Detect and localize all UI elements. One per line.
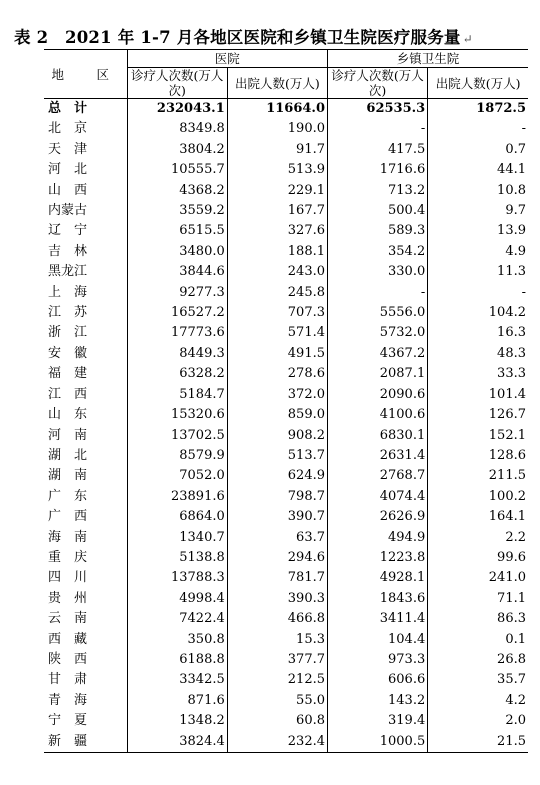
table-row <box>44 283 528 303</box>
township-discharges-cell: 101.4 <box>428 385 528 405</box>
township-discharges-cell: 0.1 <box>428 630 528 650</box>
hospital-visits-cell: 3480.0 <box>127 242 227 262</box>
township-visits-cell: 713.2 <box>328 181 428 201</box>
township-visits-cell: 4367.2 <box>328 344 428 364</box>
table-row <box>44 487 528 507</box>
township-discharges-cell: 10.8 <box>428 181 528 201</box>
row-region: 河 北 <box>48 162 88 178</box>
township-visits-cell: 319.4 <box>328 711 428 731</box>
row-region: 总 计 <box>48 101 88 116</box>
township-discharges-cell: 71.1 <box>428 589 528 609</box>
township-discharges-cell: 16.3 <box>428 323 528 343</box>
township-visits-cell: 5556.0 <box>328 303 428 323</box>
table-row <box>44 262 528 282</box>
row-region: 湖 北 <box>48 447 88 463</box>
hospital-visits-cell: 15320.6 <box>127 405 227 425</box>
table-row <box>44 528 528 548</box>
hospital-visits-cell: 13788.3 <box>127 568 227 588</box>
table-row <box>44 201 528 221</box>
row-region: 甘 肃 <box>48 672 88 688</box>
row-region: 贵 州 <box>48 590 88 606</box>
row-region: 陕 西 <box>48 651 88 667</box>
row-region: 重 庆 <box>48 549 88 565</box>
township-visits-cell: 6830.1 <box>328 426 428 446</box>
medical-service-table <box>44 49 528 753</box>
hospital-visits-header: 诊疗人次数(万人次) <box>127 68 227 99</box>
row-region: 湖 南 <box>48 468 88 484</box>
township-visits-cell: - <box>328 283 428 303</box>
row-region: 新 疆 <box>44 732 127 753</box>
table-row <box>44 732 528 753</box>
hospital-visits-cell: 6515.5 <box>127 221 227 241</box>
row-region: 江 苏 <box>48 305 88 321</box>
hospital-discharges-cell: 491.5 <box>227 344 327 364</box>
township-visits-cell: - <box>328 119 428 139</box>
township-visits-cell: 3411.4 <box>328 609 428 629</box>
table-title <box>14 24 534 48</box>
row-region: 辽 宁 <box>48 223 88 239</box>
township-discharges-cell: 26.8 <box>428 650 528 670</box>
table-row <box>44 711 528 731</box>
table-row <box>44 691 528 711</box>
hospital-visits-cell: 6328.2 <box>127 364 227 384</box>
hospital-visits-cell: 6188.8 <box>127 650 227 670</box>
township-discharges-cell: 164.1 <box>428 507 528 527</box>
hospital-visits-cell: 3824.4 <box>127 732 227 753</box>
township-visits-cell: 5732.0 <box>328 323 428 343</box>
row-region: 广 西 <box>48 509 88 525</box>
row-region: 江 西 <box>48 386 88 402</box>
hospital-discharges-cell: 571.4 <box>227 323 327 343</box>
table-row <box>44 405 528 425</box>
hospital-discharges-cell: 327.6 <box>227 221 327 241</box>
township-visits-cell: 62535.3 <box>328 99 428 120</box>
township-discharges-cell: 100.2 <box>428 487 528 507</box>
table-row <box>44 426 528 446</box>
township-discharges-cell: 152.1 <box>428 426 528 446</box>
township-visits-cell: 104.4 <box>328 630 428 650</box>
hospital-discharges-cell: 190.0 <box>227 119 327 139</box>
township-visits-cell: 2768.7 <box>328 466 428 486</box>
table-row <box>44 446 528 466</box>
township-visits-cell: 494.9 <box>328 528 428 548</box>
hospital-discharges-cell: 91.7 <box>227 140 327 160</box>
township-discharges-cell: 126.7 <box>428 405 528 425</box>
table-row <box>44 650 528 670</box>
hospital-discharges-cell: 212.5 <box>227 670 327 690</box>
hospital-discharges-cell: 390.7 <box>227 507 327 527</box>
hospital-discharges-cell: 243.0 <box>227 262 327 282</box>
table-title-text: 表 2 2021 年 1-7 月各地区医院和乡镇卫生院医疗服务量 <box>14 28 461 47</box>
township-discharges-cell: 2.0 <box>428 711 528 731</box>
hospital-visits-cell: 17773.6 <box>127 323 227 343</box>
hospital-visits-cell: 5138.8 <box>127 548 227 568</box>
hospital-visits-cell: 3804.2 <box>127 140 227 160</box>
paragraph-mark-icon: ↵ <box>462 32 473 46</box>
township-visits-cell: 4100.6 <box>328 405 428 425</box>
township-visits-cell: 606.6 <box>328 670 428 690</box>
table-row <box>44 140 528 160</box>
hospital-visits-cell: 232043.1 <box>127 99 227 120</box>
table-row <box>44 119 528 139</box>
hospital-discharges-cell: 707.3 <box>227 303 327 323</box>
row-region: 内蒙古 <box>48 203 88 219</box>
hospital-visits-cell: 3844.6 <box>127 262 227 282</box>
table-row <box>44 548 528 568</box>
hospital-discharges-cell: 167.7 <box>227 201 327 221</box>
township-visits-cell: 1223.8 <box>328 548 428 568</box>
hospital-discharges-cell: 60.8 <box>227 711 327 731</box>
hospital-discharges-cell: 908.2 <box>227 426 327 446</box>
township-discharges-cell: - <box>428 119 528 139</box>
township-visits-cell: 2087.1 <box>328 364 428 384</box>
table-row <box>44 609 528 629</box>
table-row <box>44 568 528 588</box>
hospital-discharges-cell: 188.1 <box>227 242 327 262</box>
row-region: 广 东 <box>48 488 88 504</box>
region-column-header: 地 区 <box>44 50 127 99</box>
township-discharges-cell: 1872.5 <box>428 99 528 120</box>
row-region: 山 东 <box>48 407 88 423</box>
township-visits-cell: 1000.5 <box>328 732 428 753</box>
table-row <box>44 630 528 650</box>
row-region: 山 西 <box>48 182 88 198</box>
township-discharges-cell: 99.6 <box>428 548 528 568</box>
township-discharges-cell: 44.1 <box>428 160 528 180</box>
township-visits-cell: 330.0 <box>328 262 428 282</box>
hospital-visits-cell: 3559.2 <box>127 201 227 221</box>
row-region: 吉 林 <box>48 243 88 259</box>
hospital-discharges-header: 出院人数(万人) <box>227 68 327 99</box>
hospital-visits-cell: 4998.4 <box>127 589 227 609</box>
row-region: 西 藏 <box>48 631 88 647</box>
township-discharges-cell: 4.2 <box>428 691 528 711</box>
township-visits-cell: 143.2 <box>328 691 428 711</box>
table-row <box>44 466 528 486</box>
township-visits-cell: 2090.6 <box>328 385 428 405</box>
township-discharges-cell: 33.3 <box>428 364 528 384</box>
row-region: 黑龙江 <box>48 264 88 280</box>
township-visits-cell: 500.4 <box>328 201 428 221</box>
hospital-discharges-cell: 245.8 <box>227 283 327 303</box>
township-discharges-cell: 128.6 <box>428 446 528 466</box>
hospital-discharges-cell: 294.6 <box>227 548 327 568</box>
table-row <box>44 181 528 201</box>
township-discharges-cell: 9.7 <box>428 201 528 221</box>
township-visits-cell: 4074.4 <box>328 487 428 507</box>
hospital-discharges-cell: 377.7 <box>227 650 327 670</box>
hospital-discharges-cell: 229.1 <box>227 181 327 201</box>
township-visits-cell: 973.3 <box>328 650 428 670</box>
hospital-visits-cell: 7052.0 <box>127 466 227 486</box>
table-row <box>44 385 528 405</box>
township-discharges-cell: 0.7 <box>428 140 528 160</box>
township-visits-header: 诊疗人次数(万人次) <box>328 68 428 99</box>
row-region: 安 徽 <box>48 345 88 361</box>
hospital-visits-cell: 16527.2 <box>127 303 227 323</box>
township-visits-cell: 1716.6 <box>328 160 428 180</box>
table-row <box>44 670 528 690</box>
hospital-discharges-cell: 11664.0 <box>227 99 327 120</box>
row-region: 四 川 <box>48 570 88 586</box>
hospital-visits-cell: 6864.0 <box>127 507 227 527</box>
table-row <box>44 364 528 384</box>
township-visits-cell: 589.3 <box>328 221 428 241</box>
hospital-visits-cell: 13702.5 <box>127 426 227 446</box>
hospital-visits-cell: 8579.9 <box>127 446 227 466</box>
hospital-discharges-cell: 513.7 <box>227 446 327 466</box>
township-visits-cell: 417.5 <box>328 140 428 160</box>
hospital-visits-cell: 10555.7 <box>127 160 227 180</box>
table-row <box>44 242 528 262</box>
hospital-discharges-cell: 232.4 <box>227 732 327 753</box>
hospital-discharges-cell: 55.0 <box>227 691 327 711</box>
hospital-discharges-cell: 15.3 <box>227 630 327 650</box>
row-region: 河 南 <box>48 427 88 443</box>
township-visits-cell: 2631.4 <box>328 446 428 466</box>
township-discharges-cell: 11.3 <box>428 262 528 282</box>
table-row <box>44 344 528 364</box>
hospital-visits-cell: 4368.2 <box>127 181 227 201</box>
township-visits-cell: 1843.6 <box>328 589 428 609</box>
table-row <box>44 221 528 241</box>
hospital-discharges-cell: 466.8 <box>227 609 327 629</box>
hospital-visits-cell: 9277.3 <box>127 283 227 303</box>
township-visits-cell: 354.2 <box>328 242 428 262</box>
hospital-discharges-cell: 390.3 <box>227 589 327 609</box>
township-discharges-cell: 104.2 <box>428 303 528 323</box>
township-discharges-header: 出院人数(万人) <box>428 68 528 99</box>
hospital-discharges-cell: 278.6 <box>227 364 327 384</box>
row-region: 海 南 <box>48 529 88 545</box>
hospital-discharges-cell: 859.0 <box>227 405 327 425</box>
township-discharges-cell: - <box>428 283 528 303</box>
hospital-discharges-cell: 372.0 <box>227 385 327 405</box>
township-discharges-cell: 4.9 <box>428 242 528 262</box>
row-region: 浙 江 <box>48 325 88 341</box>
total-row <box>44 99 528 120</box>
row-region: 云 南 <box>48 611 88 627</box>
township-discharges-cell: 211.5 <box>428 466 528 486</box>
township-discharges-cell: 35.7 <box>428 670 528 690</box>
township-discharges-cell: 86.3 <box>428 609 528 629</box>
row-region: 宁 夏 <box>48 713 88 729</box>
township-visits-cell: 2626.9 <box>328 507 428 527</box>
table-row <box>44 507 528 527</box>
hospital-visits-cell: 3342.5 <box>127 670 227 690</box>
township-group-header: 乡镇卫生院 <box>328 50 529 68</box>
township-discharges-cell: 48.3 <box>428 344 528 364</box>
hospital-visits-cell: 5184.7 <box>127 385 227 405</box>
table-row <box>44 589 528 609</box>
township-discharges-cell: 241.0 <box>428 568 528 588</box>
hospital-group-header: 医院 <box>127 50 327 68</box>
hospital-visits-cell: 8349.8 <box>127 119 227 139</box>
row-region: 北 京 <box>48 121 88 137</box>
table-row <box>44 160 528 180</box>
township-discharges-cell: 21.5 <box>428 732 528 753</box>
hospital-visits-cell: 23891.6 <box>127 487 227 507</box>
hospital-visits-cell: 8449.3 <box>127 344 227 364</box>
hospital-discharges-cell: 63.7 <box>227 528 327 548</box>
hospital-discharges-cell: 781.7 <box>227 568 327 588</box>
row-region: 天 津 <box>48 141 88 157</box>
hospital-visits-cell: 1340.7 <box>127 528 227 548</box>
township-discharges-cell: 2.2 <box>428 528 528 548</box>
hospital-visits-cell: 7422.4 <box>127 609 227 629</box>
row-region: 上 海 <box>48 284 88 300</box>
row-region: 青 海 <box>48 692 88 708</box>
table-row <box>44 303 528 323</box>
row-region: 福 建 <box>48 366 88 382</box>
township-visits-cell: 4928.1 <box>328 568 428 588</box>
hospital-discharges-cell: 798.7 <box>227 487 327 507</box>
hospital-visits-cell: 350.8 <box>127 630 227 650</box>
hospital-discharges-cell: 624.9 <box>227 466 327 486</box>
hospital-visits-cell: 871.6 <box>127 691 227 711</box>
hospital-visits-cell: 1348.2 <box>127 711 227 731</box>
hospital-discharges-cell: 513.9 <box>227 160 327 180</box>
township-discharges-cell: 13.9 <box>428 221 528 241</box>
table-row <box>44 323 528 343</box>
table-body <box>44 99 528 753</box>
